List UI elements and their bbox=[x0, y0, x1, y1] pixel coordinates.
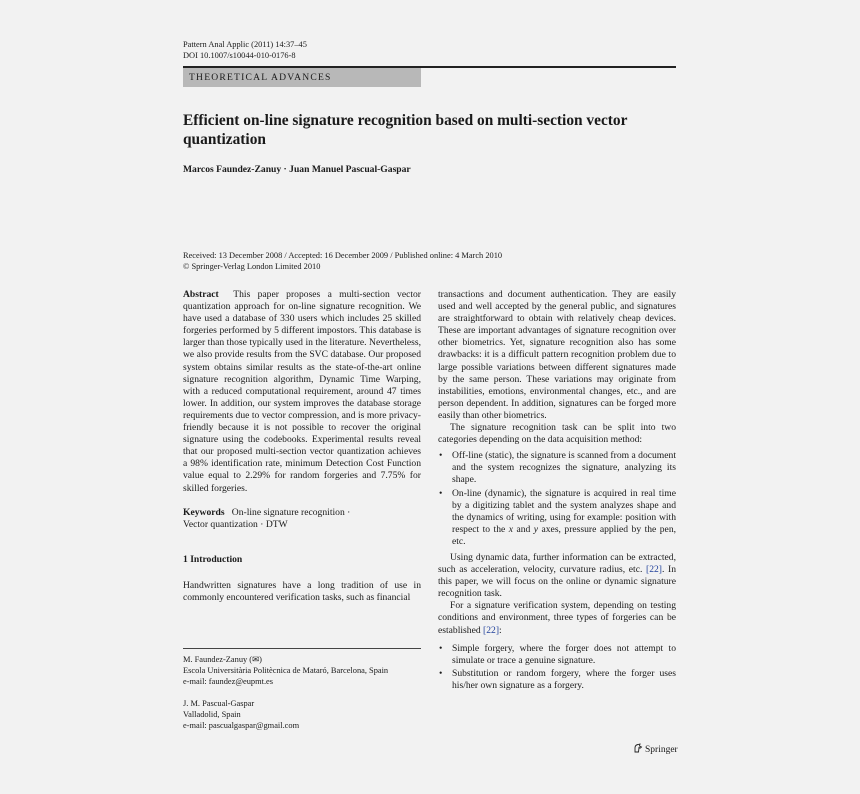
citation-link[interactable]: [22] bbox=[646, 564, 662, 576]
author-footnote bbox=[183, 654, 421, 731]
p3-text-b: . In this paper, we will focus on the online or dynamic signature recognition task. bbox=[438, 564, 676, 600]
forgery-list bbox=[438, 643, 676, 692]
list-item bbox=[438, 643, 676, 667]
abstract-heading: Abstract bbox=[183, 289, 219, 300]
keywords bbox=[183, 507, 421, 531]
p3-text-a: Using dynamic data, further information can be extracted, such as acceleration, velocity, curvature radius, etc. bbox=[438, 551, 676, 576]
author1-email[interactable]: e-mail: faundez@eupmt.es bbox=[183, 677, 274, 686]
list-item bbox=[438, 668, 676, 692]
list-item bbox=[438, 450, 676, 486]
col2-paragraph-1: transactions and document authentication. They are easily used and well accepted by the general public, and signatures are straightforward to obtain with relatively cheap devices. These are important advantages of signature recognition over other biometrics. Yet, signature recognition also has some drawbacks: it is a difficult pattern recognition problem due to large possible variations between different signatures made by the same person. These variations may originate from instabilities, emotions, environmental changes, etc., and are person dependent. In addition, signatures can be forged more easily than other biometrics. bbox=[438, 289, 676, 421]
left-column bbox=[183, 289, 421, 604]
bullet-icon: • bbox=[439, 487, 443, 499]
abstract-text: This paper proposes a multi-section vector quantization approach for on-line signature recognition. We have used a database of 330 users which includes 25 skilled forgeries performed by 5 different impostors. This database is larger than those typically used in the literature. Nevertheless, we also provide results from the SVC database. Our proposed system obtains similar results as the state-of-the-art online signature recognition algorithm, Dynamic Time Warping, with a reduced computational requirement, around 47 times lower. In addition, our system improves the database storage requirements due to vector compression, and is more privacy-friendly because it is not possible to recover the original signature using the codebooks. Experimental results reveal that our proposed multi-section vector quantization achieves a 98% identification rate, minimum Detection Cost Function value equal to 2.29% for random forgeries and 7.75% for skilled forgeries. bbox=[183, 289, 421, 494]
bullet-online-y: y bbox=[533, 523, 539, 535]
acquisition-list bbox=[438, 450, 676, 548]
copyright-line: © Springer-Verlag London Limited 2010 bbox=[183, 262, 321, 271]
publication-dates bbox=[183, 250, 663, 272]
keywords-line-2: Vector quantization · DTW bbox=[183, 518, 288, 530]
bullet-icon: • bbox=[439, 450, 443, 462]
p4-text-a: For a signature verification system, depending on testing conditions and environment, three types of forgeries can be established bbox=[438, 600, 676, 636]
publisher-name: Springer bbox=[645, 745, 678, 755]
introduction-text: Handwritten signatures have a long tradition of use in commonly encountered verification tasks, such as financial bbox=[183, 579, 421, 603]
footnote-rule bbox=[183, 648, 421, 649]
author2-affiliation: Valladolid, Spain bbox=[183, 710, 241, 719]
springer-horse-icon bbox=[633, 743, 643, 753]
journal-header bbox=[183, 39, 307, 61]
p4-text-b: : bbox=[499, 624, 502, 636]
col2-paragraph-4 bbox=[438, 600, 676, 636]
bullet-random-forgery: Substitution or random forgery, where the forger uses his/her own signature as a forgery. bbox=[452, 667, 676, 691]
author2-name: J. M. Pascual-Gaspar bbox=[183, 699, 255, 708]
journal-citation: Pattern Anal Applic (2011) 14:37–45 bbox=[183, 40, 307, 49]
bullet-online-text-a: On-line (dynamic), the signature is acquired in real time by a digitizing tablet and the system analyzes shape and the dynamics of writing, using for example: position with respect to the bbox=[452, 487, 676, 535]
right-column bbox=[438, 289, 676, 696]
abstract bbox=[183, 289, 421, 495]
section-band-label: THEORETICAL ADVANCES bbox=[189, 72, 332, 83]
doi-line: DOI 10.1007/s10044-010-0176-8 bbox=[183, 51, 296, 60]
col2-paragraph-3 bbox=[438, 552, 676, 600]
section-heading-introduction: 1 Introduction bbox=[183, 553, 243, 565]
section-band bbox=[183, 68, 421, 87]
keywords-line-1: On-line signature recognition · bbox=[231, 506, 351, 518]
author2-email[interactable]: e-mail: pascualgaspar@gmail.com bbox=[183, 721, 300, 730]
col2-paragraph-2: The signature recognition task can be split into two categories depending on the data acquisition method: bbox=[438, 422, 676, 446]
publisher-mark bbox=[633, 743, 678, 755]
bullet-online-and: and bbox=[513, 523, 534, 535]
bullet-simple-forgery: Simple forgery, where the forger does not attempt to simulate or trace a genuine signature. bbox=[452, 642, 676, 666]
paper-authors: Marcos Faundez-Zanuy · Juan Manuel Pascual-Gaspar bbox=[183, 164, 411, 175]
author1-affiliation: Escola Universitària Politècnica de Mataró, Barcelona, Spain bbox=[183, 666, 389, 675]
received-line: Received: 13 December 2008 / Accepted: 16 December 2009 / Published online: 4 March 2010 bbox=[183, 251, 503, 260]
bullet-online-x: x bbox=[508, 523, 513, 535]
list-item bbox=[438, 488, 676, 548]
author1-name: M. Faundez-Zanuy (✉) bbox=[183, 655, 262, 664]
bullet-icon: • bbox=[439, 642, 443, 654]
bullet-online-text-b: axes, pressure applied by the pen, etc. bbox=[452, 523, 677, 547]
paper-title: Efficient on-line signature recognition based on multi-section vector quantization bbox=[183, 112, 628, 148]
keywords-heading: Keywords bbox=[183, 506, 225, 518]
bullet-icon: • bbox=[439, 667, 443, 679]
bullet-offline-text: Off-line (static), the signature is scanned from a document and the system recognizes the signature, analyzing its shape. bbox=[452, 450, 676, 486]
citation-link[interactable]: [22] bbox=[483, 624, 500, 636]
